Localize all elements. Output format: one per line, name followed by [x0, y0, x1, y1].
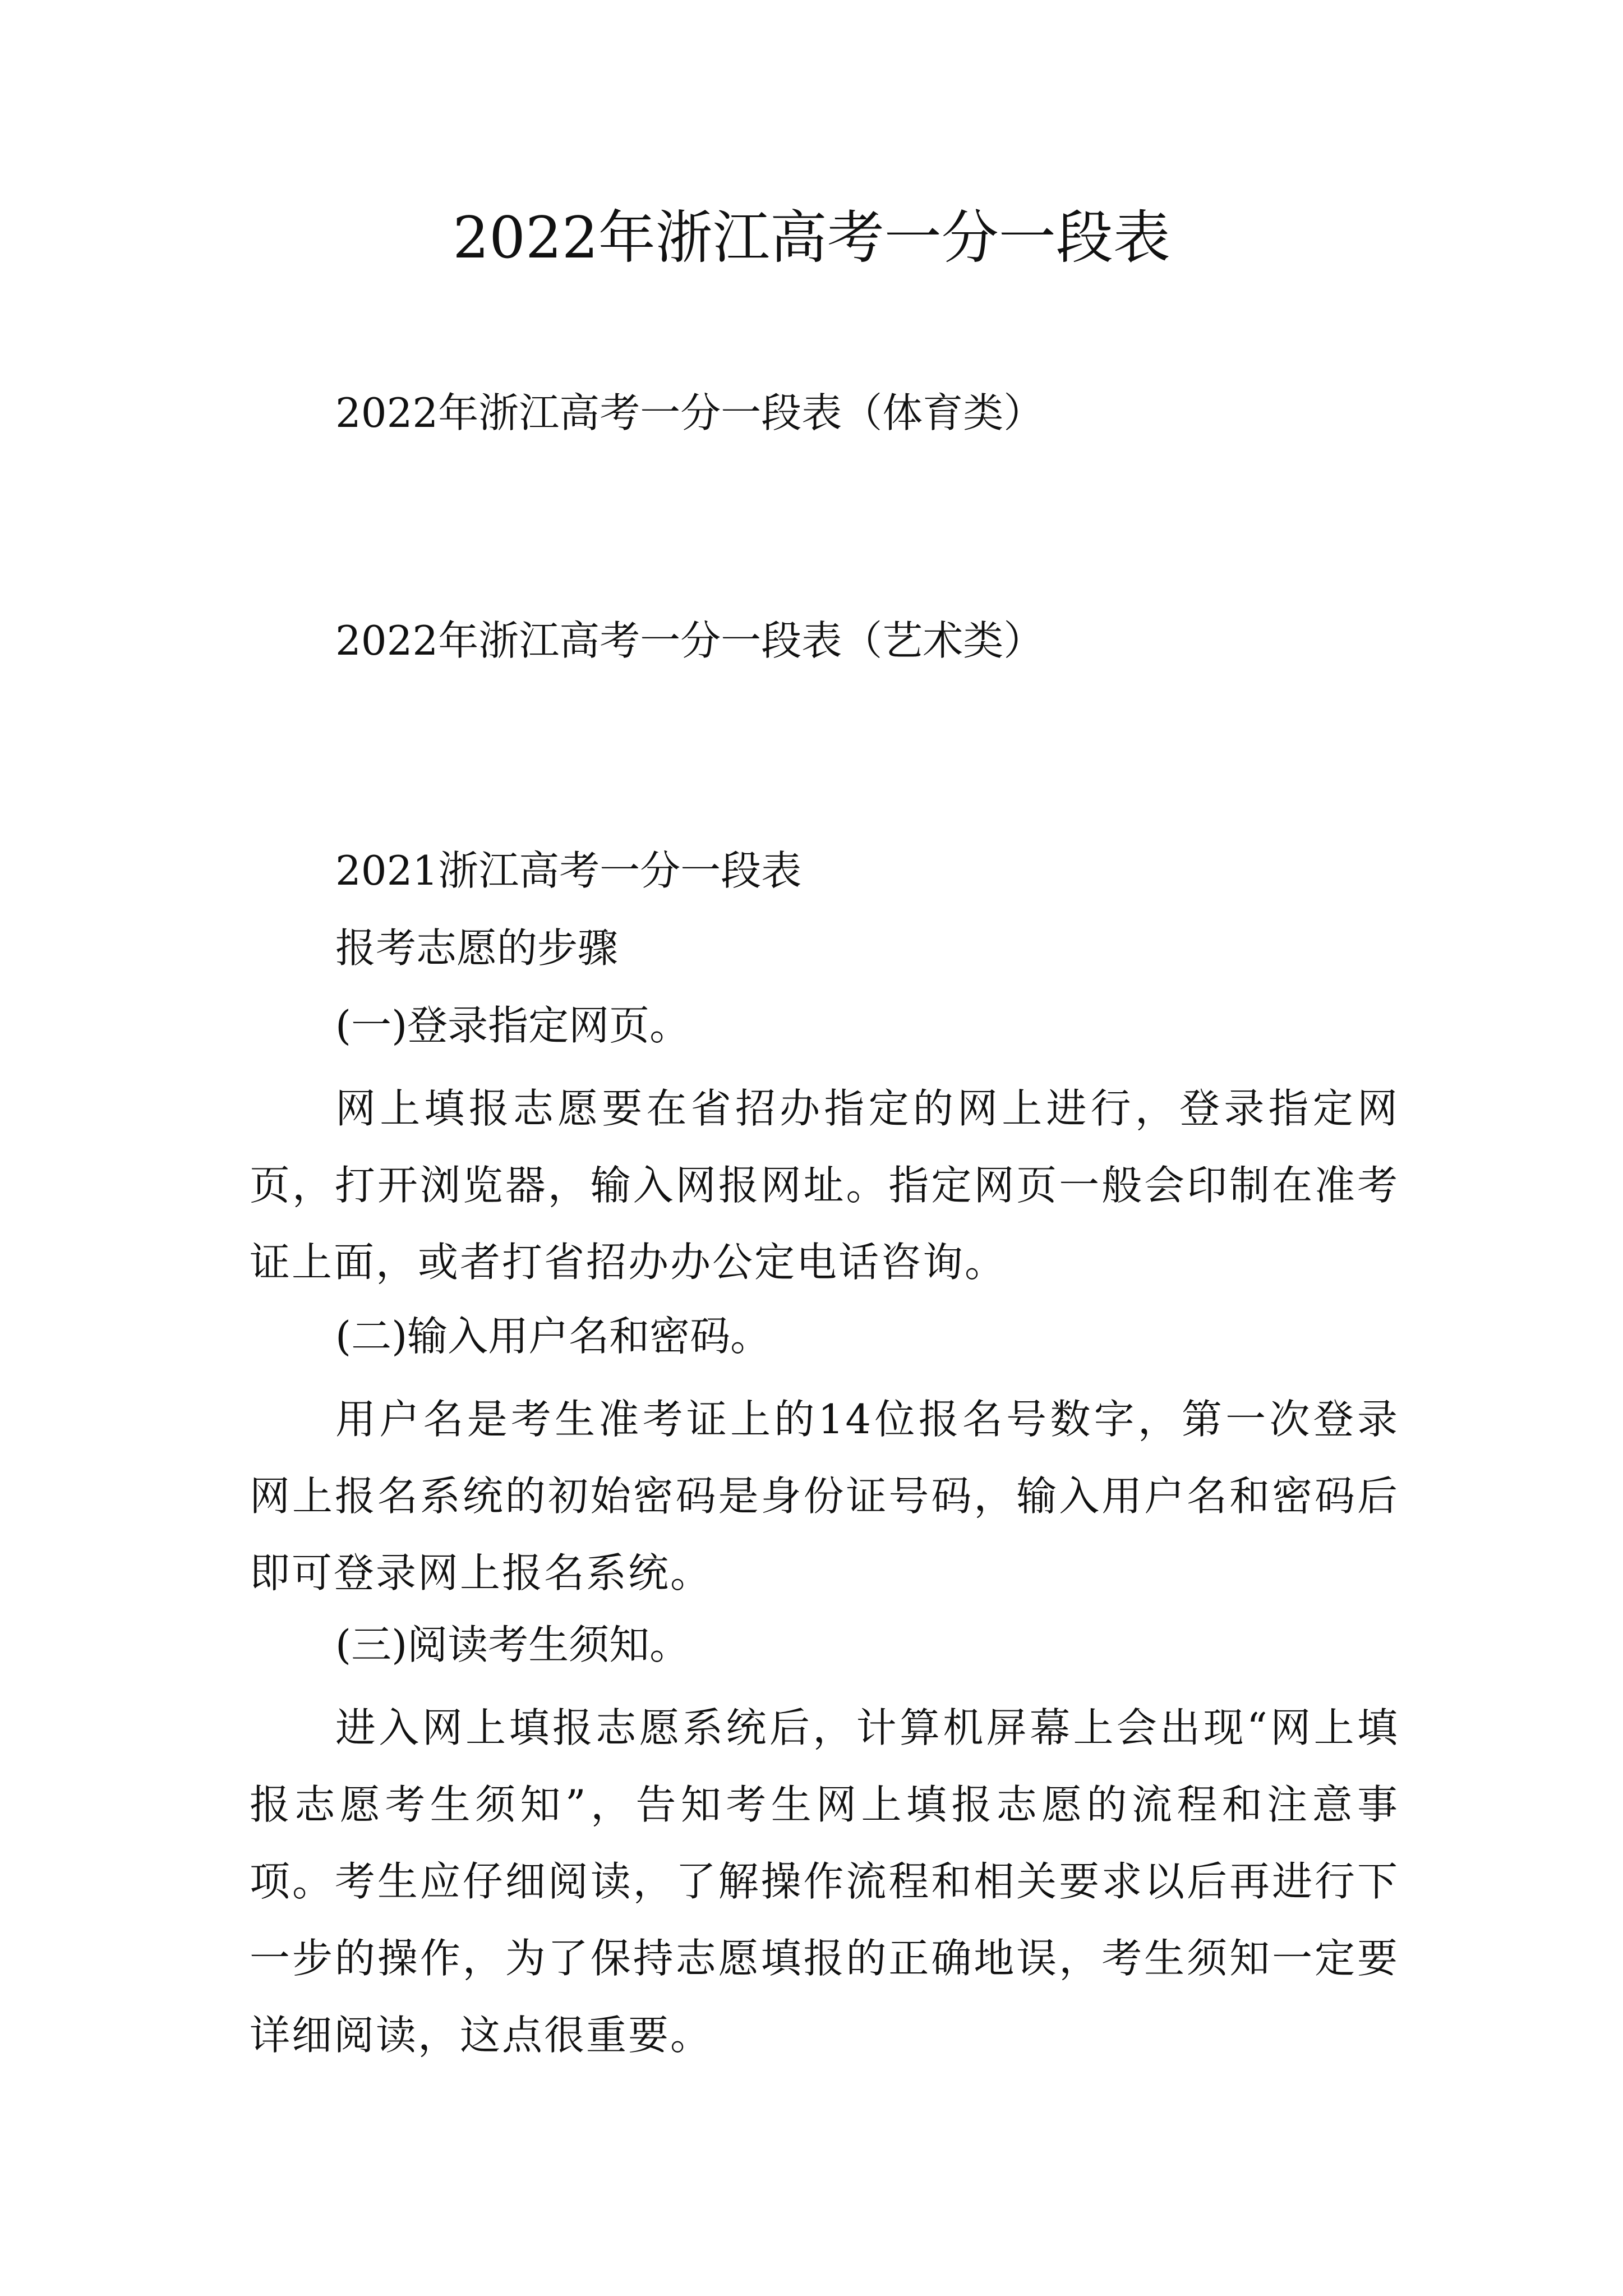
step-3-body: 进入网上填报志愿系统后，计算机屏幕上会出现“网上填报志愿考生须知”，告知考生网上填报志愿的流程和注意事项。考生应仔细阅读，了解操作流程和相关要求以后再进行下一步的操作，为了保持志愿填报的正确地误，考生须知一定要详细阅读，这点很重要。	[250, 1704, 1399, 2059]
step-3-heading: (三)阅读考生须知。	[335, 1621, 690, 1668]
step-1-heading: (一)登录指定网页。	[335, 1002, 690, 1049]
link-2021-table[interactable]: 2021浙江高考一分一段表	[335, 847, 802, 894]
step-2-body: 用户名是考生准考证上的14位报名号数字，第一次登录网上报名系统的初始密码是身份证号码，输入用户名和密码后即可登录网上报名系统。	[250, 1396, 1399, 1596]
link-sports-table[interactable]: 2022年浙江高考一分一段表（体育类）	[335, 389, 1044, 436]
link-arts-table[interactable]: 2022年浙江高考一分一段表（艺术类）	[335, 617, 1044, 664]
step-1-body: 网上填报志愿要在省招办指定的网上进行，登录指定网页，打开浏览器，输入网报网址。指定网页一般会印制在准考证上面，或者打省招办办公定电话咨询。	[250, 1085, 1399, 1286]
section-heading: 报考志愿的步骤	[335, 924, 619, 972]
step-2-heading: (二)输入用户名和密码。	[335, 1313, 771, 1360]
page-title: 2022年浙江高考一分一段表	[453, 205, 1170, 272]
